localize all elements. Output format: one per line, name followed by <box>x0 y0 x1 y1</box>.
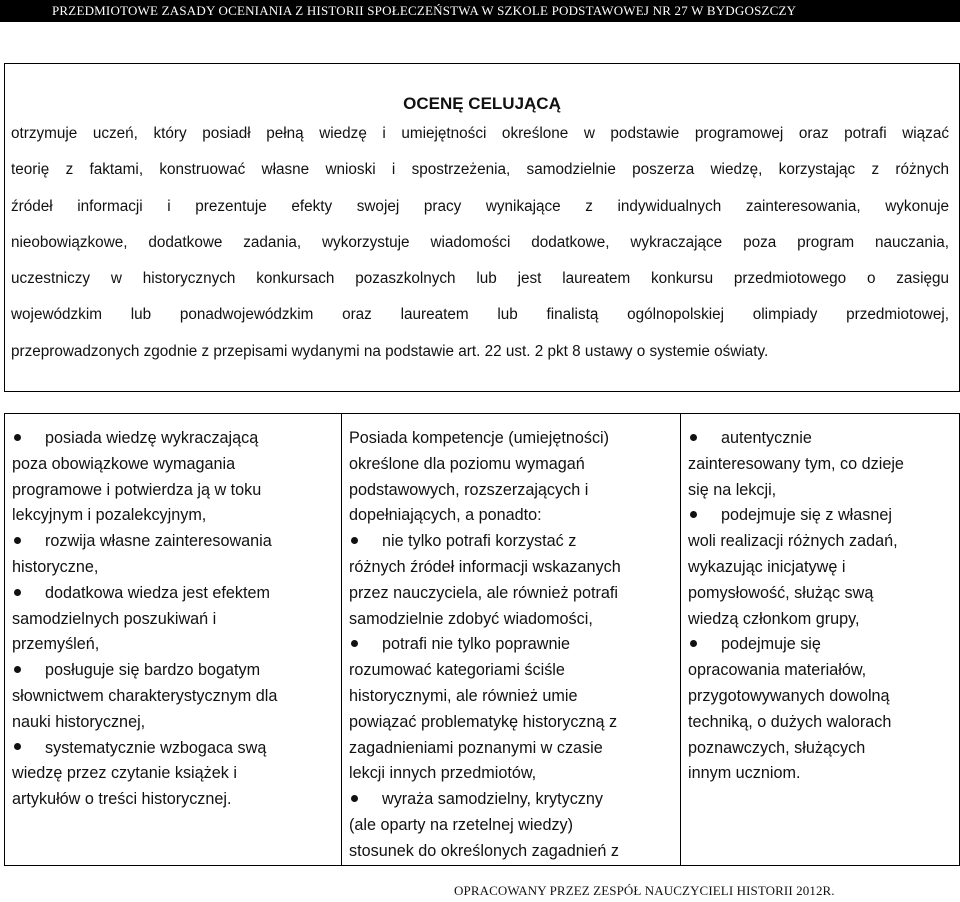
description-line: uczestniczy w historycznych konkursach pozaszkolnych lub jest laureatem konkursu przedmiotowego o zasięgu <box>11 270 949 288</box>
grade-description-box <box>4 63 960 392</box>
item-text: wyraża samodzielny, krytyczny <box>382 790 603 809</box>
item-text: artykułów o treści historycznej. <box>12 790 232 809</box>
item-text: autentycznie <box>721 429 812 447</box>
item-text: się na lekcji, <box>688 480 777 499</box>
item-text-line <box>688 684 953 710</box>
item-text-line <box>349 736 674 762</box>
item-text: woli realizacji różnych zadań, <box>688 532 898 551</box>
item-text: posługuje się bardzo bogatym <box>45 661 261 680</box>
item-text-line <box>349 478 674 504</box>
item-text: samodzielnie zdobyć wiadomości, <box>349 609 593 628</box>
item-text: określone dla poziomu wymagań <box>349 454 585 473</box>
item-text: nie tylko potrafi korzystać z <box>382 532 577 551</box>
item-text: Posiada kompetencje (umiejętności) <box>349 429 610 447</box>
bullet-icon <box>14 537 21 544</box>
item-text: wiedzą członkom grupy, <box>688 609 860 628</box>
page-header: PRZEDMIOTOWE ZASADY OCENIANIA Z HISTORII SPOŁECZEŃSTWA W SZKOLE PODSTAWOWEJ NR 27 W BYDGOSZCZY <box>0 0 960 22</box>
bullet-item <box>349 787 674 813</box>
bullet-icon <box>351 640 358 647</box>
bullet-item <box>12 581 335 607</box>
grade-heading: OCENĘ CELUJĄCĄ <box>403 94 561 113</box>
item-text-line <box>349 607 674 633</box>
bullet-item <box>349 529 674 555</box>
item-text-line <box>12 478 335 504</box>
bullet-item <box>688 503 953 529</box>
item-text: programowe i potwierdza ją w toku <box>12 480 262 499</box>
item-text-line <box>349 426 674 452</box>
item-text-line <box>688 736 953 762</box>
item-text-line <box>688 658 953 684</box>
item-text: przygotowywanych dowolną <box>688 686 890 705</box>
item-text-line <box>12 555 335 581</box>
item-text-line <box>688 761 953 787</box>
description-line: nieobowiązkowe, dodatkowe zadania, wykorzystuje wiadomości dodatkowe, wykraczające poza program nauczania, <box>11 233 949 251</box>
item-text-line <box>12 632 335 658</box>
item-text: potrafi nie tylko poprawnie <box>382 635 571 654</box>
item-text-line <box>349 555 674 581</box>
item-text: różnych źródeł informacji wskazanych <box>349 557 621 576</box>
bullet-icon <box>690 434 697 441</box>
item-text-line <box>688 478 953 504</box>
bullet-item <box>12 529 335 555</box>
bullet-icon <box>351 795 358 802</box>
item-text: rozwija własne zainteresowania <box>45 532 272 551</box>
item-text: innym uczniom. <box>688 764 801 783</box>
item-text-line <box>349 684 674 710</box>
item-text: podejmuje się <box>721 635 821 654</box>
item-text-line <box>12 503 335 529</box>
item-text: historycznymi, ale również umie <box>349 686 578 705</box>
item-text: posiada wiedzę wykraczającą <box>45 429 259 447</box>
description-line: wojewódzkim lub ponadwojewódzkim oraz laureatem lub finalistą ogólnopolskiej olimpiady przedmiotowej, <box>11 306 949 324</box>
item-text: zainteresowany tym, co dzieje <box>688 454 904 473</box>
bullet-item <box>12 658 335 684</box>
item-text-line <box>349 761 674 787</box>
item-text: (ale oparty na rzetelnej wiedzy) <box>349 815 574 834</box>
description-line: teorię z faktami, konstruować własne wnioski i spostrzeżenia, samodzielnie poszerza wiedzę, korzystając z różnych <box>11 161 949 179</box>
bullet-icon <box>351 537 358 544</box>
item-text-line <box>12 684 335 710</box>
item-text: historyczne, <box>12 557 99 576</box>
item-text: lekcyjnym i pozalekcyjnym, <box>12 506 207 525</box>
criteria-table <box>4 413 960 866</box>
item-text: rozumować kategoriami ściśle <box>349 661 565 680</box>
item-text-line <box>12 761 335 787</box>
description-line: przeprowadzonych zgodnie z przepisami wydanymi na podstawie art. 22 ust. 2 pkt 8 ustawy o systemie oświaty. <box>11 342 769 360</box>
item-text: nauki historycznej, <box>12 712 146 731</box>
item-text-line <box>349 452 674 478</box>
item-text: stosunek do określonych zagadnień z <box>349 841 619 860</box>
item-text: samodzielnych poszukiwań i <box>12 609 217 628</box>
item-text-line <box>349 581 674 607</box>
item-text: słownictwem charakterystycznym dla <box>12 686 278 705</box>
item-text-line <box>349 813 674 839</box>
item-text-line <box>688 529 953 555</box>
item-text: zagadnieniami poznanymi w czasie <box>349 738 603 757</box>
item-text-line <box>349 658 674 684</box>
bullet-icon <box>690 511 697 518</box>
item-text-line <box>688 555 953 581</box>
item-text-line <box>12 710 335 736</box>
bullet-item <box>12 426 335 452</box>
bullet-item <box>349 632 674 658</box>
item-text: dodatkowa wiedza jest efektem <box>45 583 270 602</box>
item-text: poznawczych, służących <box>688 738 866 757</box>
item-text: wiedzę przez czytanie książek i <box>12 764 237 783</box>
item-text-line <box>349 710 674 736</box>
item-text: wykazując inicjatywę i <box>688 557 846 576</box>
criteria-column-skills <box>342 414 681 865</box>
item-text: techniką, o dużych walorach <box>688 712 892 731</box>
item-text-line <box>688 607 953 633</box>
grade-description <box>11 116 949 370</box>
item-text-line <box>12 787 335 813</box>
item-text: przemyśleń, <box>12 635 100 654</box>
bullet-icon <box>14 666 21 673</box>
item-text-line <box>688 452 953 478</box>
description-line: otrzymuje uczeń, który posiadł pełną wiedzę i umiejętności określone w podstawie programowej oraz potrafi wiązać <box>11 125 949 142</box>
item-text: dopełniających, a ponadto: <box>349 506 542 525</box>
item-text: powiązać problematykę historyczną z <box>349 712 618 731</box>
criteria-column-attitude <box>681 414 959 865</box>
item-text-line <box>349 839 674 865</box>
bullet-item <box>688 426 953 452</box>
item-text: opracowania materiałów, <box>688 661 867 680</box>
bullet-item <box>12 736 335 762</box>
item-text: lekcji innych przedmiotów, <box>349 764 537 783</box>
bullet-icon <box>14 589 21 596</box>
bullet-item <box>688 632 953 658</box>
criteria-column-knowledge <box>5 414 342 865</box>
bullet-icon <box>14 743 21 750</box>
item-text: pomysłowość, służąc swą <box>688 583 874 602</box>
description-line: źródeł informacji i prezentuje efekty swojej pracy wynikające z indywidualnych zainteresowania, wykonuje <box>11 197 949 215</box>
bullet-icon <box>14 434 21 441</box>
item-text-line <box>349 503 674 529</box>
item-text: systematycznie wzbogaca swą <box>45 738 267 757</box>
item-text-line <box>12 452 335 478</box>
bullet-icon <box>690 640 697 647</box>
item-text: podstawowych, rozszerzających i <box>349 480 589 499</box>
page-footer: OPRACOWANY PRZEZ ZESPÓŁ NAUCZYCIELI HISTORII 2012R. <box>454 883 835 898</box>
item-text: podejmuje się z własnej <box>721 506 892 525</box>
item-text-line <box>688 581 953 607</box>
item-text: poza obowiązkowe wymagania <box>12 454 236 473</box>
item-text: przez nauczyciela, ale również potrafi <box>349 583 619 602</box>
item-text-line <box>688 710 953 736</box>
item-text-line <box>12 607 335 633</box>
